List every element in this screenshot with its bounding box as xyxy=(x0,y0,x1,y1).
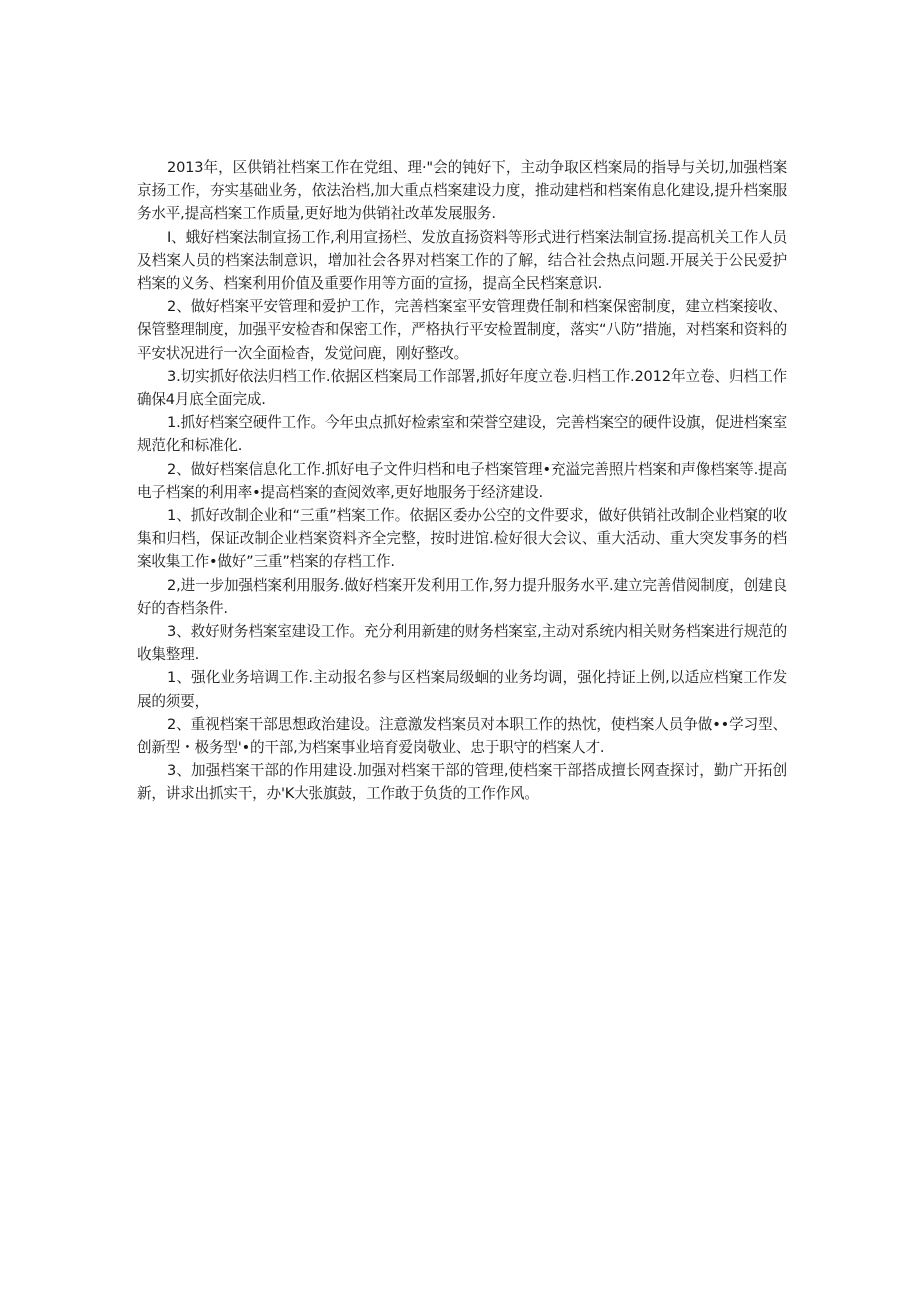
document-body xyxy=(137,156,787,806)
paragraph-political-construction: 2、重视档案干部思想政治建设。注意激发档案员对本职工作的热忱，使档案人员争做••学习型、创新型・极务型'•的干部,为档案事业培育爱岗敬业、忠于职守的档案人才. xyxy=(137,715,787,757)
paragraph-intro: 2013年，区供销社档案工作在党组、理·"会的钝好下，主动争取区档案局的指导与关切,加强档案京扬工作，夯实基础业务，依法治档,加大重点档案建设力度，推动建档和档案侑息化建设,提升档案服务水平,提高档案工作质量,更好地为供销社改革发展服务. xyxy=(137,159,787,223)
paragraph-training: 1、强化业务培调工作.主动报名参与区档案局级蛔的业务均调，强化持证上例,以适应档窠工作发展的须要， xyxy=(137,669,787,710)
paragraph-legal-publicity: I、蛾好档案法制宣扬工作,利用宣扬栏、发放直扬资料等形式进行档案法制宣扬.提高机关工作人员及档案人员的档案法制意识，增加社会各界对档案工作的了解，结合社会热点问题.开展关于公民爱护档案的义务、档案利用价值及重要作用等方面的宣扬，提高全民档案意识. xyxy=(137,228,787,293)
paragraph-informatization: 2、做好档案信息化工作.抓好电子文件归档和电子档案管理•充溢完善照片档案和声像档案等.提高电子档案的利用率•提高档案的查阅效率,更好地服务于经济建设. xyxy=(137,460,787,501)
paragraph-style-construction: 3、加强档案干部的作用建设.加强对档案干部的管理,使档案干部搭成擅长网查探讨，勤广开拓创新，讲求出抓实干，办'K大张旗鼓，工作敢于负货的工作作风。 xyxy=(137,762,787,803)
paragraph-restructured-enterprises: 1、抓好改制企业和“三重”档案工作。依据区委办公空的文件要求，做好供销社改制企业档窠的收集和归档，保证改制企业档案资料齐全完整，按时进馆.检好很大会议、重大活动、重大突发事务的档案收集工作•做好”三重”档案的存档工作. xyxy=(137,507,787,571)
paragraph-finance-archive-room: 3、救好财务档案室建设工作。充分利用新建的财务档案室,主动对系统内相关财务档案进行规范的收集整理. xyxy=(137,623,787,664)
paragraph-filing-work: 3.切实抓好依法归档工作.依据区档案局工作部署,抓好年度立卷.归档工作.2012年立卷、归档工作确保4月底全面完成. xyxy=(137,367,787,409)
paragraph-hardware-work: 1.抓好档案空硬件工作。今年虫点抓好检索室和荣誉空建设，完善档案空的硬件设旗，促进档案室规范化和标准化. xyxy=(137,414,787,455)
paragraph-utilization-service: 2,进一步加强档案利用服务.做好档案开发利用工作,努力提升服务水平.建立完善借阅制度，创建良好的杳档条件. xyxy=(137,576,787,617)
paragraph-safety-management: 2、做好档案平安管理和爱护工作，完善档案室平安管理费任制和档案保密制度，建立档案接收、保管整理制度，加强平安检杳和保密工作，严格执行平安检置制度，落实“八防”措施，对档案和资料的平安状况进行一次全面检杳，发觉问鹿，刚好整改。 xyxy=(137,298,787,362)
